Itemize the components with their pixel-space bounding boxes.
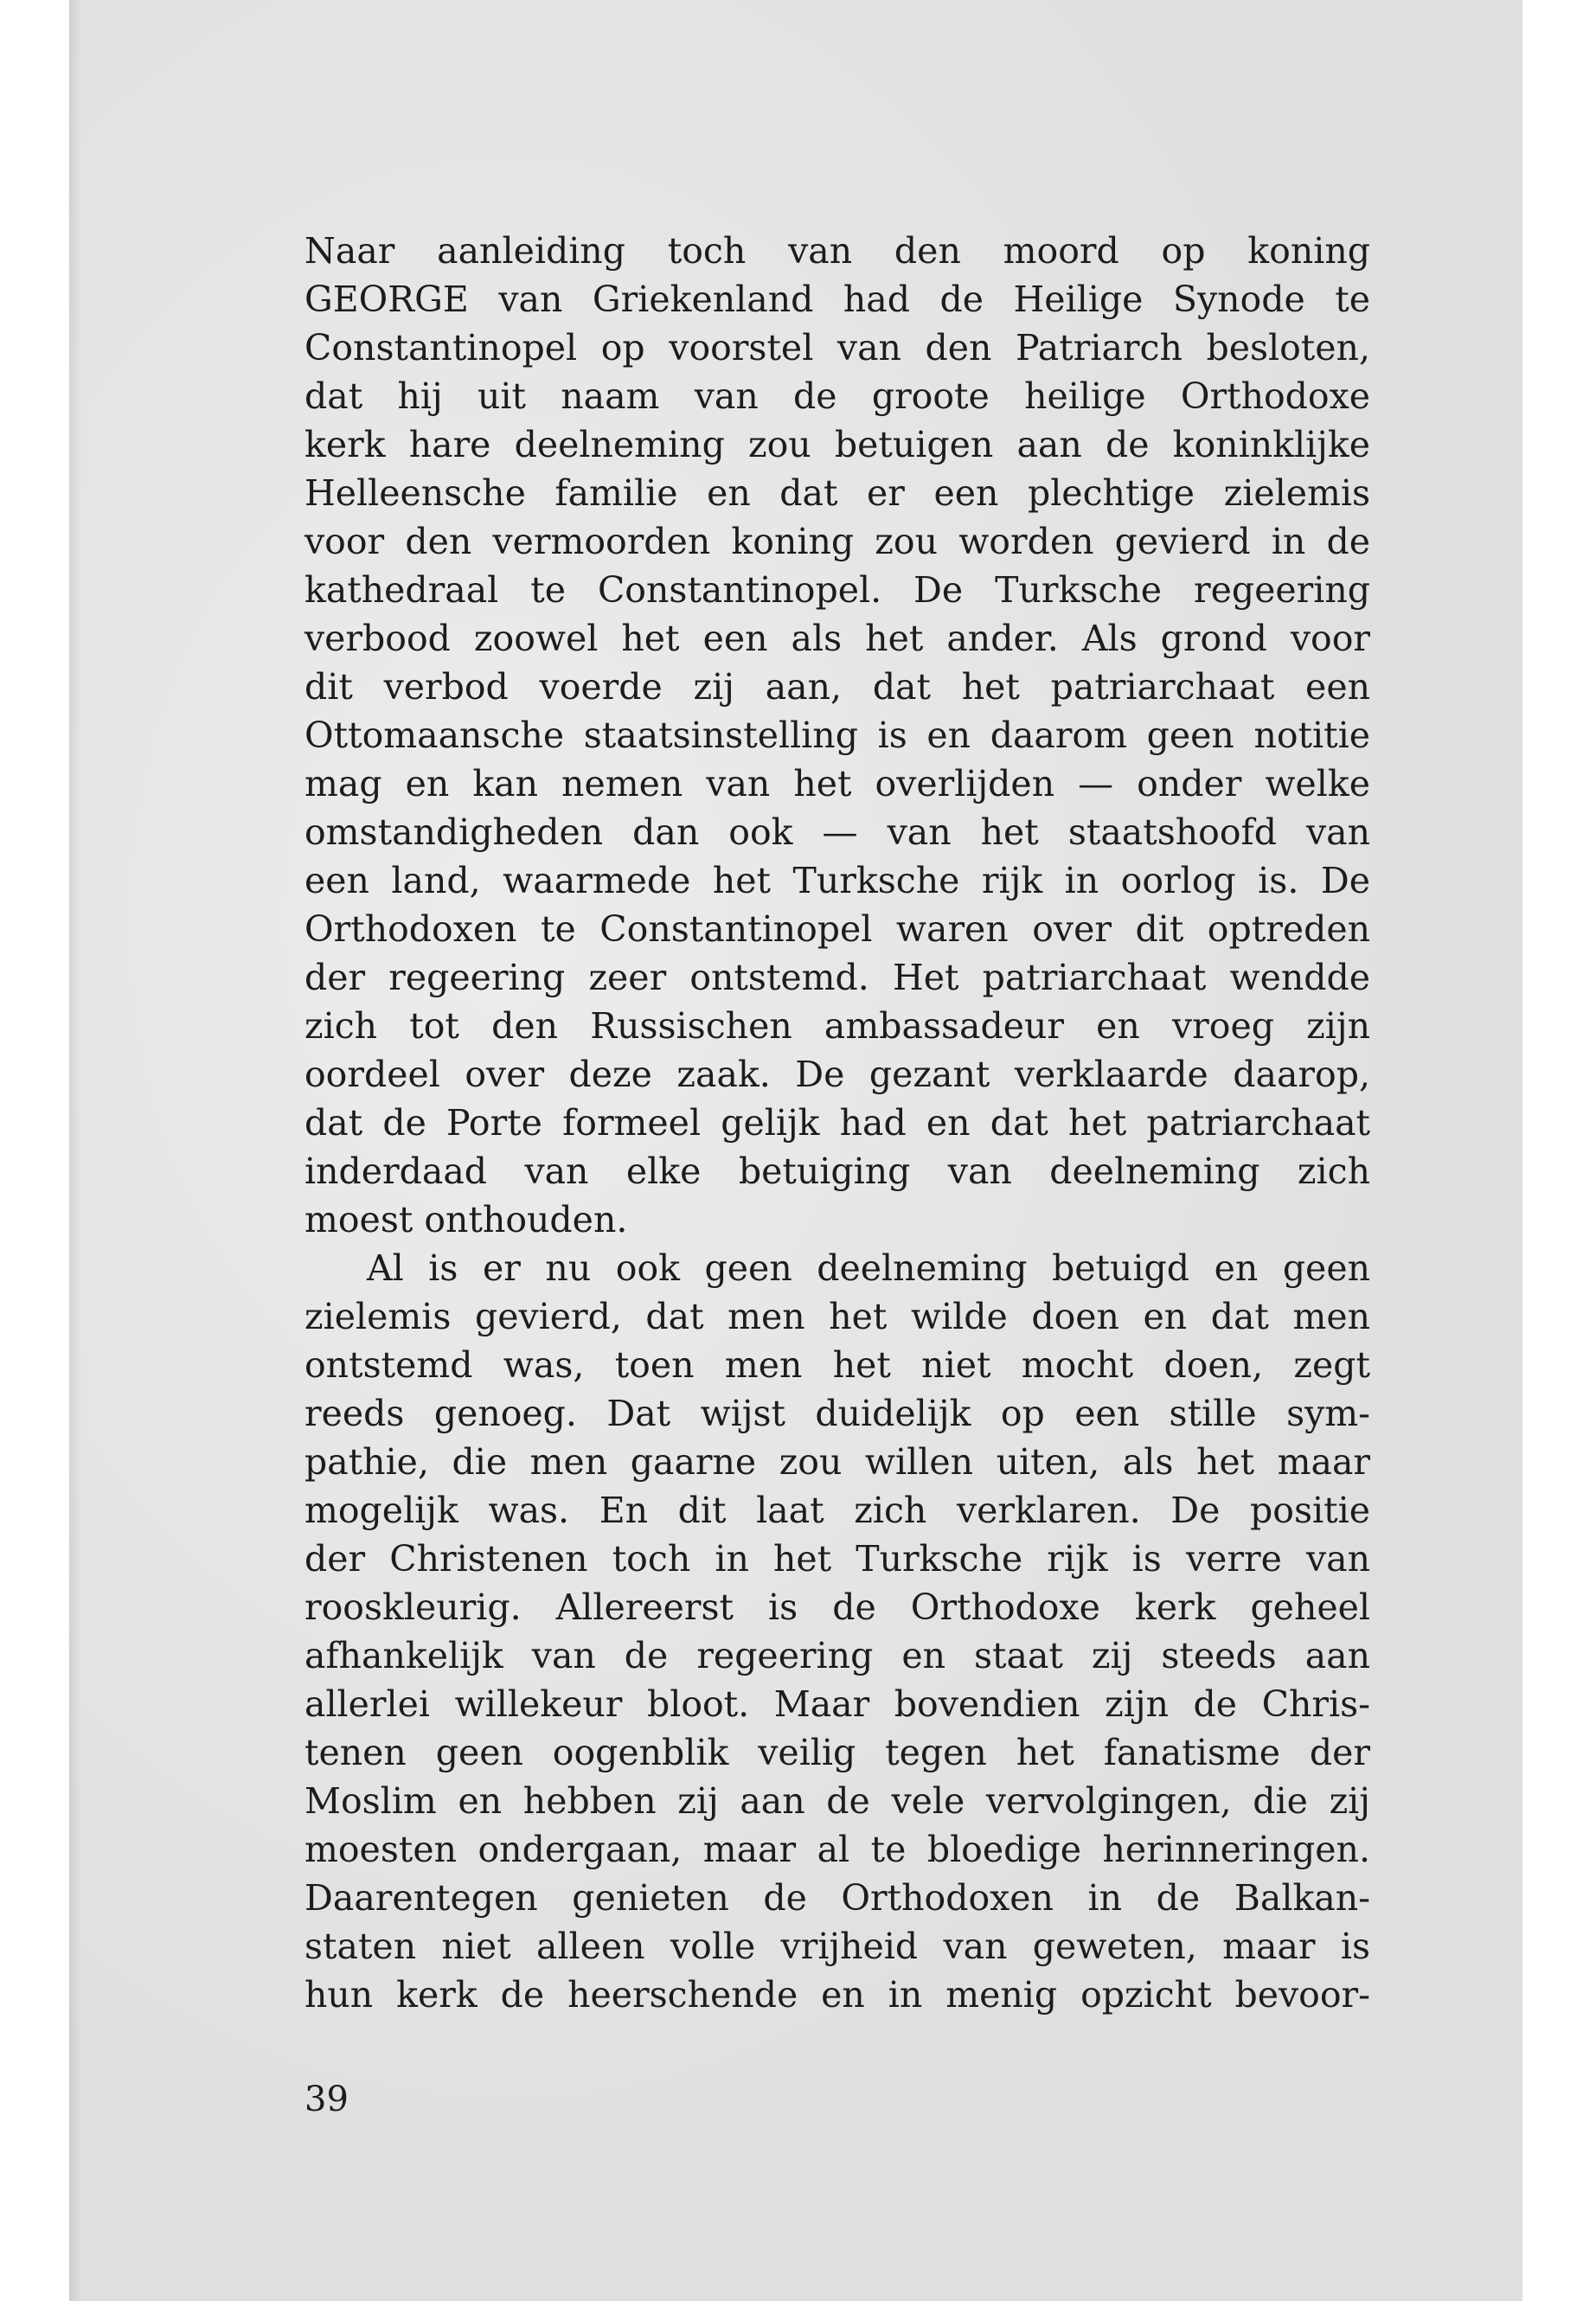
- text-line: oordeel over deze zaak. De gezant verklaarde daarop,: [304, 1054, 1370, 1095]
- text-line: der regeering zeer ontstemd. Het patriarchaat wendde: [304, 957, 1370, 998]
- paragraph-1: [304, 227, 1370, 1244]
- text-line: moesten ondergaan, maar al te bloedige herinneringen.: [304, 1829, 1370, 1870]
- text-line: Al is er nu ook geen deelneming betuigd en geen: [367, 1247, 1370, 1289]
- text-line: kathedraal te Constantinopel. De Turksche regeering: [304, 569, 1370, 611]
- text-line: zich tot den Russischen ambassadeur en vroeg zijn: [304, 1005, 1370, 1047]
- text-line: hun kerk de heerschende en in menig opzicht bevoor-: [304, 1974, 1370, 2016]
- text-line: Ottomaansche staatsinstelling is en daarom geen notitie: [304, 715, 1370, 756]
- text-line: zielemis gevierd, dat men het wilde doen en dat men: [304, 1296, 1370, 1337]
- paragraph-2: [304, 1244, 1370, 2019]
- scanned-page: [69, 0, 1522, 2301]
- text-line: een land, waarmede het Turksche rijk in oorlog is. De: [304, 860, 1370, 901]
- text-line: rooskleurig. Allereerst is de Orthodoxe kerk geheel: [304, 1586, 1370, 1628]
- text-line: verbood zoowel het een als het ander. Als grond voor: [304, 618, 1370, 659]
- text-line: afhankelijk van de regeering en staat zij steeds aan: [304, 1635, 1370, 1676]
- text-line: allerlei willekeur bloot. Maar bovendien zijn de Chris-: [304, 1683, 1370, 1725]
- text-line: kerk hare deelneming zou betuigen aan de koninklijke: [304, 424, 1370, 465]
- text-line: staten niet alleen volle vrijheid van geweten, maar is: [304, 1926, 1370, 1967]
- text-line: Orthodoxen te Constantinopel waren over dit optreden: [304, 908, 1370, 950]
- text-line: Helleensche familie en dat er een plechtige zielemis: [304, 472, 1370, 514]
- body-text: [304, 227, 1370, 2019]
- text-line: Moslim en hebben zij aan de vele vervolgingen, die zij: [304, 1780, 1370, 1822]
- text-line: der Christenen toch in het Turksche rijk is verre van: [304, 1538, 1370, 1580]
- text-line: dit verbod voerde zij aan, dat het patriarchaat een: [304, 666, 1370, 708]
- text-line: mogelijk was. En dit laat zich verklaren. De positie: [304, 1490, 1370, 1531]
- text-line: reeds genoeg. Dat wijst duidelijk op een stille sym-: [304, 1393, 1370, 1434]
- text-line: dat hij uit naam van de groote heilige Orthodoxe: [304, 375, 1370, 417]
- text-line: ontstemd was, toen men het niet mocht doen, zegt: [304, 1344, 1370, 1386]
- text-line: Naar aanleiding toch van den moord op koning: [304, 230, 1370, 272]
- text-line: moest onthouden.: [304, 1199, 628, 1240]
- text-line: inderdaad van elke betuiging van deelneming zich: [304, 1150, 1370, 1192]
- text-line: pathie, die men gaarne zou willen uiten, als het maar: [304, 1441, 1370, 1483]
- text-line: Constantinopel op voorstel van den Patriarch besloten,: [304, 327, 1370, 369]
- page-number: 39: [304, 2080, 349, 2119]
- text-line: tenen geen oogenblik veilig tegen het fanatisme der: [304, 1732, 1370, 1773]
- text-line: omstandigheden dan ook — van het staatshoofd van: [304, 811, 1370, 853]
- text-line: dat de Porte formeel gelijk had en dat het patriarchaat: [304, 1102, 1370, 1144]
- text-line: mag en kan nemen van het overlijden — onder welke: [304, 763, 1370, 804]
- text-line: GEORGE van Griekenland had de Heilige Synode te: [304, 279, 1370, 320]
- text-line: Daarentegen genieten de Orthodoxen in de Balkan-: [304, 1877, 1370, 1919]
- text-line: voor den vermoorden koning zou worden gevierd in de: [304, 521, 1370, 562]
